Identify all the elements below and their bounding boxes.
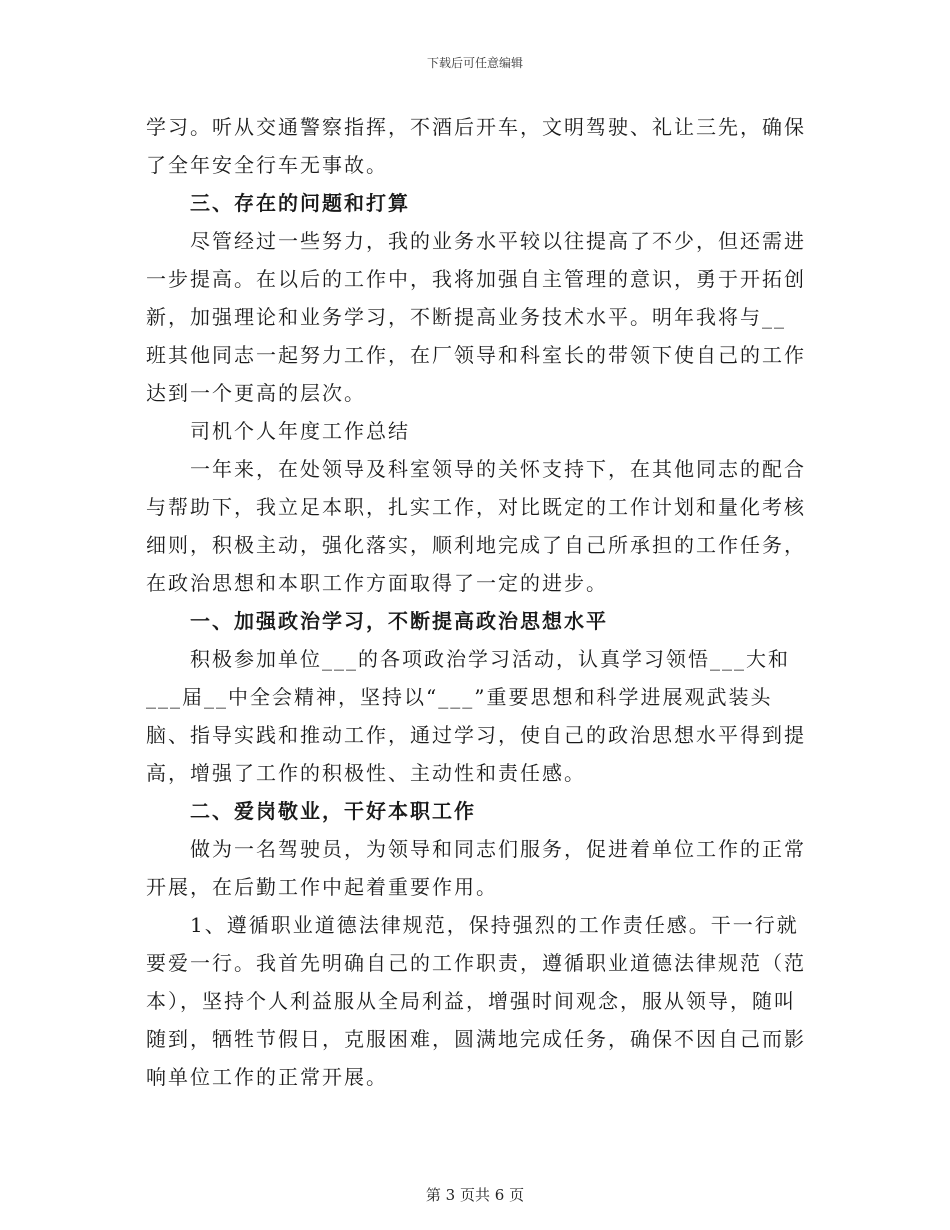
section-heading: 二、爱岗敬业，干好本职工作 <box>190 799 476 823</box>
paragraph: 做为一名驾驶员，为领导和同志们服务，促进着单位工作的正常开展，在后勤工作中起着重要作用。 <box>146 837 806 899</box>
paragraph: 1、遵循职业道德法律规范，保持强烈的工作责任感。干一行就要爱一行。我首先明确自己的工作职责，遵循职业道德法律规范（范本），坚持个人利益服从全局利益，增强时间观念，服从领导，随叫随到，牺牲节假日，克服困难，圆满地完成任务，确保不因自己而影响单位工作的正常开展。 <box>146 913 806 1089</box>
section-heading: 一、加强政治学习，不断提高政治思想水平 <box>190 609 608 633</box>
paragraph-continued: 学习。听从交通警察指挥，不酒后开车，文明驾驶、礼让三先，确保了全年安全行车无事故。 <box>146 115 806 177</box>
paragraph: 积极参加单位___的各项政治学习活动，认真学习领悟___大和___届__中全会精神，坚持以“___”重要思想和科学进展观武装头脑、指导实践和推动工作，通过学习，使自己的政治思想水平得到提高，增强了工作的积极性、主动性和责任感。 <box>146 647 806 785</box>
page-footer: 第 3 页共 6 页 <box>425 1186 525 1204</box>
document-body <box>146 108 806 1096</box>
section-heading: 三、存在的问题和打算 <box>190 191 410 215</box>
paragraph: 尽管经过一些努力，我的业务水平较以往提高了不少，但还需进一步提高。在以后的工作中，我将加强自主管理的意识，勇于开拓创新，加强理论和业务学习，不断提高业务技术水平。明年我将与__班其他同志一起努力工作，在厂领导和科室长的带领下使自己的工作达到一个更高的层次。 <box>146 229 806 405</box>
paragraph: 一年来，在处领导及科室领导的关怀支持下，在其他同志的配合与帮助下，我立足本职，扎实工作，对比既定的工作计划和量化考核细则，积极主动，强化落实，顺利地完成了自己所承担的工作任务，在政治思想和本职工作方面取得了一定的进步。 <box>146 457 806 595</box>
document-title: 司机个人年度工作总结 <box>190 419 410 443</box>
page-header: 下载后可任意编辑 <box>426 56 523 70</box>
